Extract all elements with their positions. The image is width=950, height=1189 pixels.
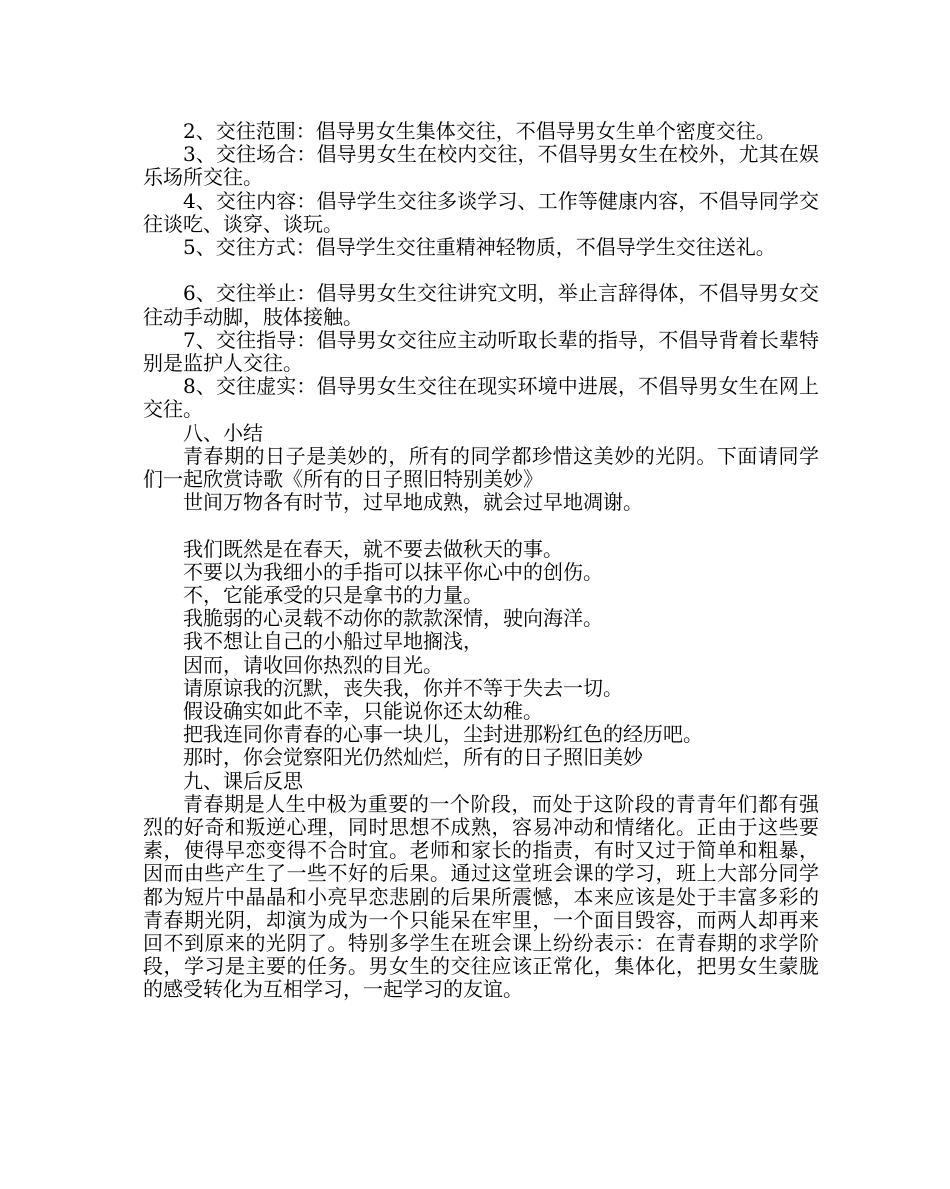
poem-line: 不要以为我细小的手指可以抹平你心中的创伤。 bbox=[183, 559, 603, 584]
rule-item-5: 5、交往方式：倡导学生交往重精神轻物质，不倡导学生交往送礼。 bbox=[183, 235, 776, 260]
rule-item-8: 8、交往虚实：倡导男女生交往在现实环境中进展，不倡导男女生在网上交往。 bbox=[143, 374, 819, 422]
poem-line: 因而，请收回你热烈的目光。 bbox=[183, 652, 443, 677]
poem-line: 请原谅我的沉默，丧失我，你并不等于失去一切。 bbox=[183, 675, 623, 700]
poem-line: 那时，你会觉察阳光仍然灿烂，所有的日子照旧美妙 bbox=[183, 745, 643, 770]
section-8-heading: 八、小结 bbox=[183, 420, 263, 445]
blank-line bbox=[143, 259, 819, 282]
poem-line: 把我连同你青春的心事一块儿，尘封进那粉红色的经历吧。 bbox=[183, 722, 703, 747]
blank-line bbox=[143, 514, 819, 537]
poem-first-line: 世间万物各有时节，过早地成熟，就会过早地凋谢。 bbox=[183, 490, 643, 515]
rule-item-4: 4、交往内容：倡导学生交往多谈学习、工作等健康内容，不倡导同学交往谈吃、谈穿、谈玩。 bbox=[143, 188, 819, 236]
poem-line: 我们既然是在春天，就不要去做秋天的事。 bbox=[183, 536, 563, 561]
document-page bbox=[143, 120, 819, 1002]
poem-line: 假设确实如此不幸，只能说你还太幼稚。 bbox=[183, 699, 543, 724]
poem-line: 不，它能承受的只是拿书的力量。 bbox=[183, 583, 483, 608]
section-8-intro: 青春期的日子是美妙的，所有的同学都珍惜这美妙的光阴。下面请同学们一起欣赏诗歌《所有的日子照旧特别美妙》 bbox=[143, 443, 819, 492]
rule-item-6: 6、交往举止：倡导男女生交往讲究文明，举止言辞得体，不倡导男女交往动手动脚，肢体接触。 bbox=[143, 281, 819, 329]
section-9-text: 青春期是人生中极为重要的一个阶段，而处于这阶段的青青年们都有强烈的好奇和叛逆心理，同时思想不成熟，容易冲动和情绪化。正由于这些要素，使得早恋变得不合时宜。老师和家长的指责，有时又过于简单和粗暴，因而由些产生了一些不好的后果。通过这堂班会课的学习，班上大部分同学都为短片中晶晶和小亮早恋悲剧的后果所震憾，本来应该是处于丰富多彩的青春期光阴，却演为成为一个只能呆在牢里，一个面目毁容，而两人却再来回不到原来的光阴了。特别多学生在班会课上纷纷表示：在青春期的求学阶段，学习是主要的任务。男女生的交往应该正常化，集体化，把男女生蒙胧的感受转化为互相学习，一起学习的友谊。 bbox=[143, 791, 819, 1002]
rule-item-7: 7、交往指导：倡导男女交往应主动听取长辈的指导，不倡导背着长辈特别是监护人交往。 bbox=[143, 327, 819, 376]
poem-line: 我脆弱的心灵载不动你的款款深情，驶向海洋。 bbox=[183, 606, 603, 631]
rule-item-2: 2、交往范围：倡导男女生集体交往，不倡导男女生单个密度交往。 bbox=[183, 119, 776, 143]
rule-item-3: 3、交往场合：倡导男女生在校内交往，不倡导男女生在校外，尤其在娱乐场所交往。 bbox=[143, 142, 819, 190]
poem-line: 我不想让自己的小船过早地搁浅， bbox=[183, 629, 483, 654]
section-9-heading: 九、课后反思 bbox=[183, 768, 303, 793]
